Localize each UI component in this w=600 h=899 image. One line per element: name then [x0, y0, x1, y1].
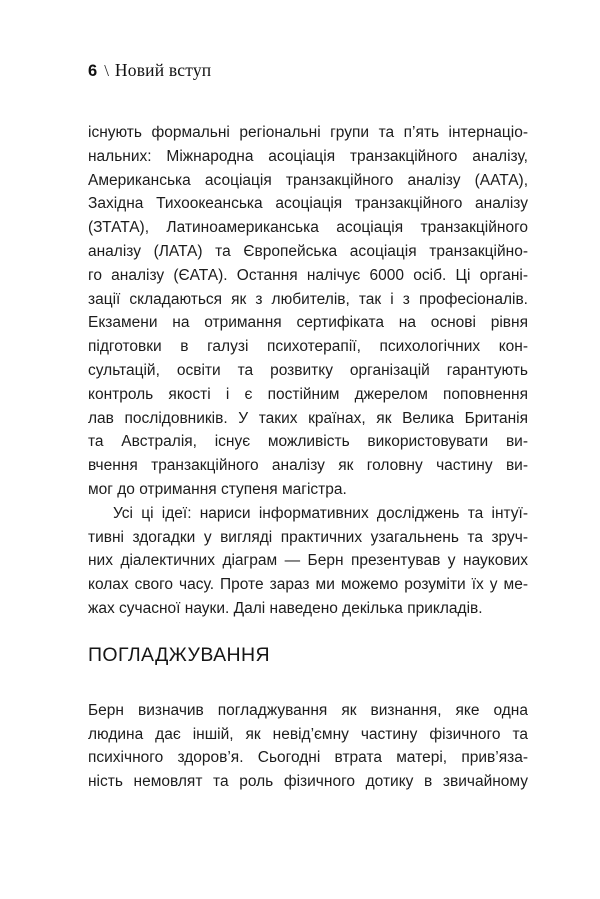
- text-line: Екзамени на отримання сертифіката на основі рівня: [88, 314, 528, 332]
- text-line: сультацій, освіти та розвитку організацій гарантують: [88, 361, 528, 379]
- page-number: 6: [88, 62, 98, 80]
- text-line: ність немовлят та роль фізичного дотику в звичайному: [88, 773, 528, 791]
- text-line: психічного здоров’я. Сьогодні втрата матері, прив’яза-: [88, 749, 528, 767]
- text-line: контроль якості і є постійним джерелом поповнення: [88, 385, 528, 403]
- text-line: Берн визначив погладжування як визнання, яке одна: [88, 701, 528, 719]
- text-line: аналізу (ЛАТА) та Європейська асоціація транзакційно-: [88, 242, 528, 260]
- paragraph-strokes: [88, 699, 528, 794]
- text-line: та Австралія, існує можливість використовувати ви-: [88, 433, 528, 451]
- chapter-title: Новий вступ: [114, 60, 212, 80]
- text-line: Американська асоціація транзакційного аналізу (ААТА),: [88, 171, 528, 189]
- header-separator: \: [104, 61, 109, 80]
- text-line: існують формальні регіональні групи та п’ять інтернаціо-: [88, 124, 528, 141]
- text-line: підготовки в галузі психотерапії, психологічних кон-: [88, 338, 528, 356]
- text-line: жах сучасної науки. Далі наведено декілька прикладів.: [88, 599, 483, 617]
- text-line: тивні здогадки у вигляді практичних узагальнень та зруч-: [88, 528, 528, 546]
- text-line: колах свого часу. Проте зараз ми можемо розуміти їх у ме-: [88, 576, 528, 594]
- section-heading: ПОГЛАДЖУВАННЯ: [88, 643, 270, 666]
- text-line: нальних: Міжнародна асоціація транзакційного аналізу,: [88, 147, 528, 165]
- text-line: Усі ці ідеї: нариси інформативних досліджень та інтуї-: [113, 504, 528, 522]
- text-line: людина дає іншій, як невід’ємну частину фізичного та: [88, 725, 528, 743]
- text-line: Західна Тихоокеанська асоціація транзакційного аналізу: [88, 195, 528, 213]
- text-line: го аналізу (ЄАТА). Остання налічує 6000 осіб. Ці органі-: [88, 266, 528, 284]
- text-line: вчення транзакційного аналізу як головну частину ви-: [88, 457, 528, 475]
- paragraph-associations: [88, 121, 528, 502]
- page-content: [88, 121, 528, 794]
- text-line: лав послідовників. У таких країнах, як Велика Британія: [88, 409, 528, 427]
- text-line: зації складаються як з любителів, так і з професіоналів.: [88, 290, 528, 308]
- text-line: (ЗТАТА), Латиноамериканська асоціація транзакційного: [88, 219, 528, 237]
- text-line: них діалектичних діаграм — Берн презентував у наукових: [88, 552, 528, 570]
- text-line: мог до отримання ступеня магістра.: [88, 480, 347, 498]
- running-header: [88, 60, 211, 81]
- paragraph-berne-ideas: [88, 502, 528, 621]
